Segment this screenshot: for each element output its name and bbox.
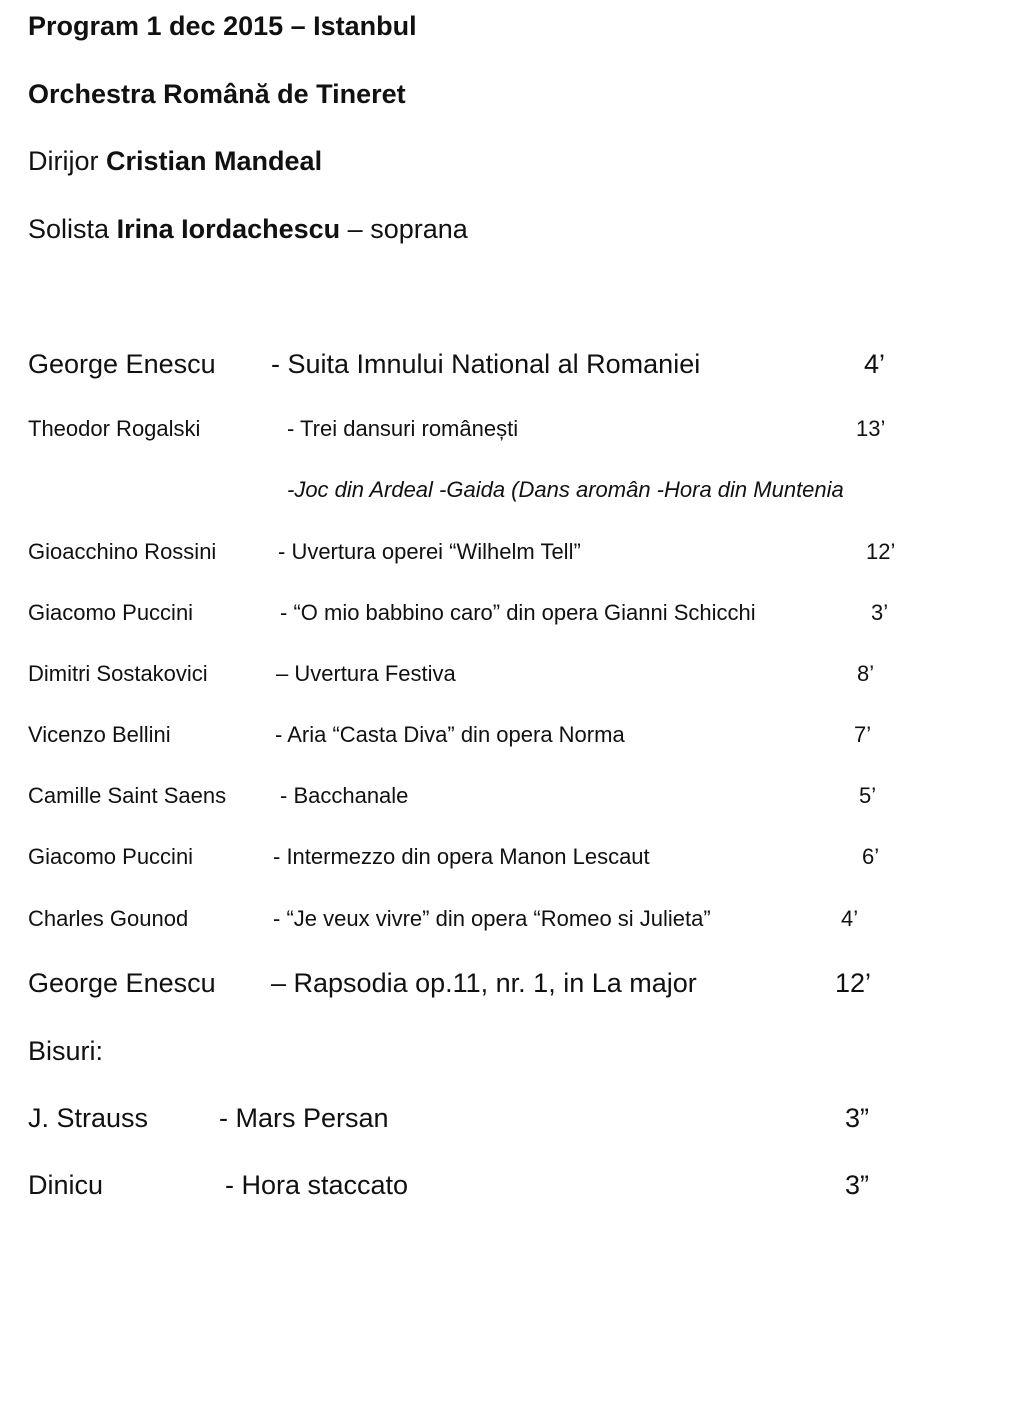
composer: Dimitri Sostakovici xyxy=(28,661,208,686)
composer: Camille Saint Saens xyxy=(28,783,227,808)
work-subtitle: -Joc din Ardeal -Gaida (Dans aromân -Hora din Muntenia xyxy=(287,477,844,502)
duration: 4’ xyxy=(864,349,886,379)
duration: 12’ xyxy=(866,539,896,564)
duration: 3” xyxy=(845,1170,870,1200)
composer: George Enescu xyxy=(28,349,216,379)
work-title: - Suita Imnului National al Romaniei xyxy=(271,349,701,379)
work-title: - Mars Persan xyxy=(219,1103,389,1133)
soloist-line xyxy=(28,216,468,243)
work-title: - “Je veux vivre” din opera “Romeo si Julieta” xyxy=(273,906,711,931)
work-title: - Uvertura operei “Wilhelm Tell” xyxy=(278,539,581,564)
encores-label: Bisuri: xyxy=(28,1036,104,1066)
soloist-label: Solista xyxy=(28,214,110,244)
conductor-label: Dirijor xyxy=(28,146,99,176)
work-title: - Bacchanale xyxy=(280,783,409,808)
composer: J. Strauss xyxy=(28,1103,149,1133)
duration: 6’ xyxy=(862,844,880,869)
composer: Theodor Rogalski xyxy=(28,416,201,441)
composer: Giacomo Puccini xyxy=(28,600,194,625)
composer: George Enescu xyxy=(28,968,216,998)
work-title: - Trei dansuri românești xyxy=(287,416,519,441)
duration: 13’ xyxy=(856,416,886,441)
soloist-name: Irina Iordachescu xyxy=(116,214,341,244)
composer: Giacomo Puccini xyxy=(28,844,194,869)
duration: 5’ xyxy=(859,783,877,808)
conductor-line xyxy=(28,148,322,175)
program-title: Program 1 dec 2015 – Istanbul xyxy=(28,11,417,41)
work-title: - Intermezzo din opera Manon Lescaut xyxy=(273,844,650,869)
orchestra-name: Orchestra Română de Tineret xyxy=(28,79,406,109)
work-title: – Rapsodia op.11, nr. 1, in La major xyxy=(271,968,697,998)
duration: 3’ xyxy=(871,600,889,625)
soloist-role: – soprana xyxy=(347,214,468,244)
composer: Gioacchino Rossini xyxy=(28,539,217,564)
work-title: - Hora staccato xyxy=(225,1170,409,1200)
duration: 12’ xyxy=(835,968,872,998)
duration: 3” xyxy=(845,1103,870,1133)
duration: 4’ xyxy=(841,906,859,931)
conductor-name: Cristian Mandeal xyxy=(106,146,323,176)
composer: Charles Gounod xyxy=(28,906,189,931)
duration: 8’ xyxy=(857,661,875,686)
composer: Vicenzo Bellini xyxy=(28,722,171,747)
work-title: - “O mio babbino caro” din opera Gianni Schicchi xyxy=(280,600,756,625)
work-title: – Uvertura Festiva xyxy=(276,661,456,686)
duration: 7’ xyxy=(854,722,872,747)
work-title: - Aria “Casta Diva” din opera Norma xyxy=(275,722,625,747)
composer: Dinicu xyxy=(28,1170,104,1200)
